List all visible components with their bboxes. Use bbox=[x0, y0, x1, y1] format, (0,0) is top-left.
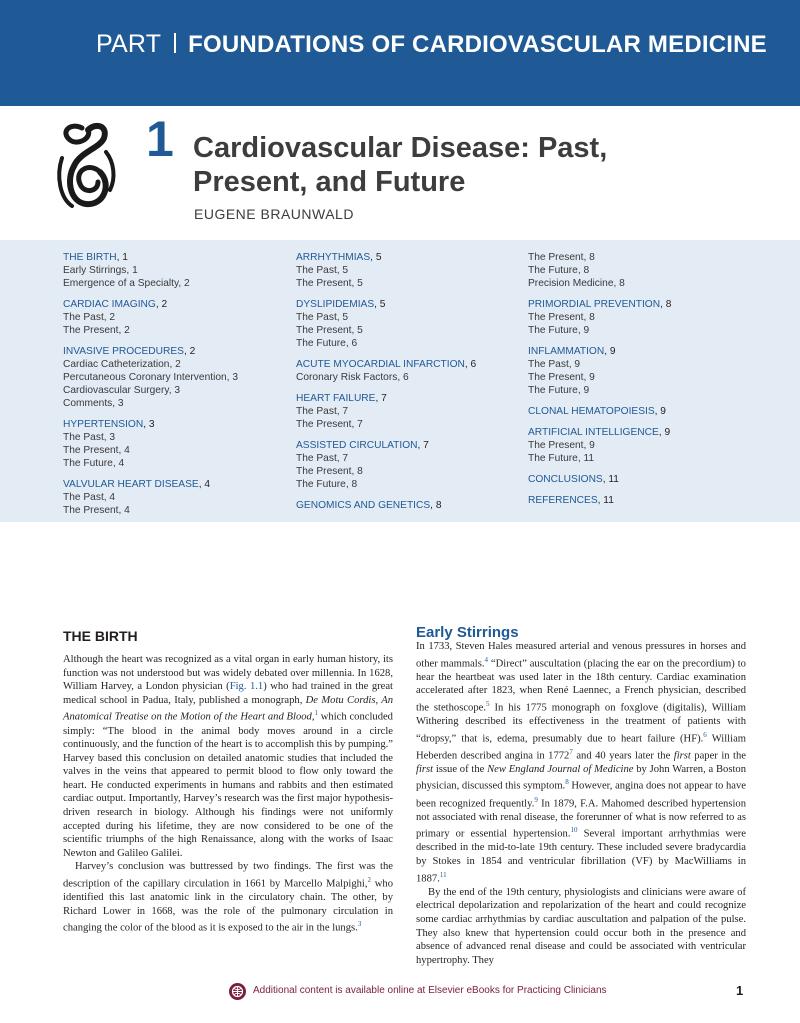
outline-subsection-link[interactable]: The Past, 7 bbox=[296, 406, 349, 417]
outline-section-link[interactable]: ARRHYTHMIAS, 5 bbox=[296, 252, 382, 263]
outline-column bbox=[528, 251, 768, 507]
body-column-right bbox=[416, 640, 746, 967]
outline-section-link[interactable]: INFLAMMATION, 9 bbox=[528, 346, 616, 357]
outline-section-link[interactable]: REFERENCES, 11 bbox=[528, 495, 614, 506]
chapter-title-line: Present, and Future bbox=[193, 166, 466, 198]
outline-section-link[interactable]: CLONAL HEMATOPOIESIS, 9 bbox=[528, 406, 666, 417]
outline-subsection-link[interactable]: The Future, 6 bbox=[296, 338, 358, 349]
outline-subsection-link[interactable]: Comments, 3 bbox=[63, 398, 124, 409]
outline-section-link[interactable]: HEART FAILURE, 7 bbox=[296, 393, 387, 404]
outline-subsection-link[interactable]: The Present, 5 bbox=[296, 325, 363, 336]
outline-subsection-link[interactable]: The Past, 7 bbox=[296, 453, 349, 464]
figure-link[interactable]: Fig. 1.1 bbox=[229, 681, 264, 693]
page-number: 1 bbox=[736, 983, 744, 998]
body-paragraph: Harvey’s conclusion was buttressed by two findings. The first was the description of the capillary circulation in 1661 by Marcello Malpighi,$^2$ who identified this last anatomic link in the circulatory chain. The other, by Richard Lower in 1668, was the role of the pulmonary circulation in changing the color of the blood as it is exposed to the air in the lungs.$^3$ bbox=[63, 861, 393, 934]
outline-subsection-link[interactable]: Coronary Risk Factors, 6 bbox=[296, 372, 409, 383]
outline-subsection-link[interactable]: The Present, 8 bbox=[528, 312, 595, 323]
reference-link[interactable]: 4 bbox=[484, 655, 489, 664]
subsection-heading: Early Stirrings bbox=[416, 624, 519, 641]
outline-subsection-link[interactable]: The Future, 9 bbox=[528, 385, 590, 396]
body-column-left bbox=[63, 653, 393, 935]
outline-subsection-link[interactable]: Cardiovascular Surgery, 3 bbox=[63, 385, 181, 396]
reference-link[interactable]: 5 bbox=[485, 699, 490, 708]
outline-section-link[interactable]: VALVULAR HEART DISEASE, 4 bbox=[63, 479, 211, 490]
outline-section-link[interactable]: ASSISTED CIRCULATION, 7 bbox=[296, 440, 429, 451]
outline-subsection-link[interactable]: The Present, 8 bbox=[296, 466, 363, 477]
outline-section-link[interactable]: PRIMORDIAL PREVENTION, 8 bbox=[528, 299, 672, 310]
outline-section-link[interactable]: DYSLIPIDEMIAS, 5 bbox=[296, 299, 386, 310]
outline-section-link[interactable]: CARDIAC IMAGING, 2 bbox=[63, 299, 168, 310]
outline-subsection-link[interactable]: The Present, 4 bbox=[63, 445, 130, 456]
outline-subsection-link[interactable]: Emergence of a Specialty, 2 bbox=[63, 278, 190, 289]
body-paragraph: In 1733, Steven Hales measured arterial and venous pressures in horses and other mammals.$^4$ “Direct” auscultation (placing the ear on the precordium) to hear the heartbeat was used later in the 18th century. Cardiac examination accelerated after 1823, when René Laennec, a French physician, described the stethoscope.$^5$ In his 1775 monograph on foxglove (digitalis), William Withering described its effectiveness in the treatment of patients with “dropsy,” that is, edema, presumably due to heart failure (HF).$^6$ William Heberden described angina in 1772$^7$ and 40 years later the first paper in the first issue of the New England Journal of Medicine by John Warren, a Boston physician, discussed this symptom.$^8$ However, angina does not appear to have been recognized frequently.$^9$ In 1879, F.A. Mahomed described hypertension not associated with renal disease, the forerunner of what is now referred to as primary or essential hypertension.$^{10}$ Several important arrhythmias were described in the mid-to-late 19th century. These included severe bradycardia by Stokes in 1854 and ventricular fibrillation (VF) by MacWilliams in 1887.11 bbox=[416, 641, 747, 885]
outline-section-link[interactable]: HYPERTENSION, 3 bbox=[63, 419, 155, 430]
outline-subsection-link[interactable]: The Future, 8 bbox=[528, 265, 590, 276]
outline-section-link[interactable]: INVASIVE PROCEDURES, 2 bbox=[63, 346, 196, 357]
reference-link[interactable]: 11 bbox=[439, 870, 447, 879]
outline-section-link[interactable]: ARTIFICIAL INTELLIGENCE, 9 bbox=[528, 427, 671, 438]
body-paragraph: By the end of the 19th century, physiologists and clinicians were aware of electrical depolarization and repolarization of the heart and could recognize some cardiac arrhythmias by cardiac auscultation and palpation of the pulse. They also knew that hypertension could occur both in the presence and absence of advanced renal disease and could be associated with ventricular hypertrophy. They bbox=[416, 886, 746, 966]
online-content-icon bbox=[229, 983, 246, 1000]
reference-link[interactable]: 1 bbox=[314, 709, 318, 718]
outline-subsection-link[interactable]: The Present, 9 bbox=[528, 372, 595, 383]
chapter-author: EUGENE BRAUNWALD bbox=[194, 206, 354, 222]
chapter-number: 1 bbox=[146, 111, 174, 167]
outline-column bbox=[296, 251, 521, 512]
chapter-outline bbox=[0, 240, 800, 522]
outline-column bbox=[63, 251, 288, 517]
outline-subsection-link[interactable]: The Past, 3 bbox=[63, 432, 116, 443]
outline-subsection-link[interactable]: The Present, 4 bbox=[63, 505, 130, 516]
chapter-title bbox=[193, 131, 643, 199]
outline-subsection-link[interactable]: The Future, 11 bbox=[528, 453, 595, 464]
outline-subsection-link[interactable]: The Present, 8 bbox=[528, 252, 595, 263]
outline-subsection-link[interactable]: The Past, 9 bbox=[528, 359, 581, 370]
reference-link[interactable]: 8 bbox=[565, 778, 569, 787]
part-heading bbox=[96, 30, 767, 59]
outline-subsection-link[interactable]: The Past, 2 bbox=[63, 312, 116, 323]
outline-subsection-link[interactable]: Cardiac Catheterization, 2 bbox=[63, 359, 181, 370]
outline-subsection-link[interactable]: The Past, 4 bbox=[63, 492, 116, 503]
outline-section-link[interactable]: CONCLUSIONS, 11 bbox=[528, 474, 619, 485]
outline-subsection-link[interactable]: Early Stirrings, 1 bbox=[63, 265, 138, 276]
reference-link[interactable]: 2 bbox=[367, 876, 372, 885]
reference-link[interactable]: 7 bbox=[569, 747, 573, 756]
outline-subsection-link[interactable]: The Present, 9 bbox=[528, 440, 595, 451]
part-banner bbox=[0, 0, 800, 106]
outline-subsection-link[interactable]: The Present, 2 bbox=[63, 325, 130, 336]
body-paragraph: Although the heart was recognized as a vital organ in early human history, its function was not understood but was widely debated over millennia. In 1628, William Harvey, a London physician (Fig. 1.1) who had trained in the great medical school in Padua, Italy, published a monograph, De Motu Cordis, An Anatomical Treatise on the Motion of the Heart and Blood,$^1$ which concluded simply: “The blood in the animal body moves around in a circle continuously, and the function of the heart is to accomplish this by pumping.” Harvey based this conclusion on detailed anatomic studies that included the valves in the veins that appeared to permit blood to flow only toward the heart. He conducted experiments in humans and rabbits and then estimated cardiac output. Importantly, Harvey’s research was the first major hypothesis-driven research in biology. Although his findings were not uniformly accepted during his lifetime, they are now considered to be one of the scientific triumphs of the high Renaissance, along with the works of Isaac Newton and Galileo Galilei. bbox=[63, 654, 393, 859]
footer-text[interactable]: Additional content is available online at Elsevier eBooks for Practicing Clinicians bbox=[253, 985, 607, 996]
outline-subsection-link[interactable]: Precision Medicine, 8 bbox=[528, 278, 625, 289]
outline-subsection-link[interactable]: The Present, 7 bbox=[296, 419, 363, 430]
outline-subsection-link[interactable]: The Future, 8 bbox=[296, 479, 358, 490]
outline-subsection-link[interactable]: Percutaneous Coronary Intervention, 3 bbox=[63, 372, 238, 383]
outline-subsection-link[interactable]: The Past, 5 bbox=[296, 312, 349, 323]
outline-subsection-link[interactable]: The Future, 9 bbox=[528, 325, 590, 336]
footer-notice bbox=[229, 983, 749, 1001]
reference-link[interactable]: 10 bbox=[570, 826, 578, 835]
outline-section-link[interactable]: ACUTE MYOCARDIAL INFARCTION, 6 bbox=[296, 359, 477, 370]
chapter-title-line: Cardiovascular Disease: Past, bbox=[193, 132, 608, 164]
banner-separator bbox=[174, 33, 176, 53]
reference-link[interactable]: 9 bbox=[534, 795, 538, 804]
reference-link[interactable]: 3 bbox=[357, 920, 362, 929]
chapter-ornament-icon bbox=[52, 118, 120, 214]
reference-link[interactable]: 6 bbox=[703, 730, 707, 739]
part-title: FOUNDATIONS OF CARDIOVASCULAR MEDICINE bbox=[188, 31, 767, 58]
outline-section-link[interactable]: THE BIRTH, 1 bbox=[63, 252, 128, 263]
outline-subsection-link[interactable]: The Past, 5 bbox=[296, 265, 349, 276]
section-heading: THE BIRTH bbox=[63, 628, 138, 644]
outline-section-link[interactable]: GENOMICS AND GENETICS, 8 bbox=[296, 500, 442, 511]
outline-subsection-link[interactable]: The Future, 4 bbox=[63, 458, 125, 469]
part-label: PART bbox=[96, 30, 162, 58]
outline-subsection-link[interactable]: The Present, 5 bbox=[296, 278, 363, 289]
